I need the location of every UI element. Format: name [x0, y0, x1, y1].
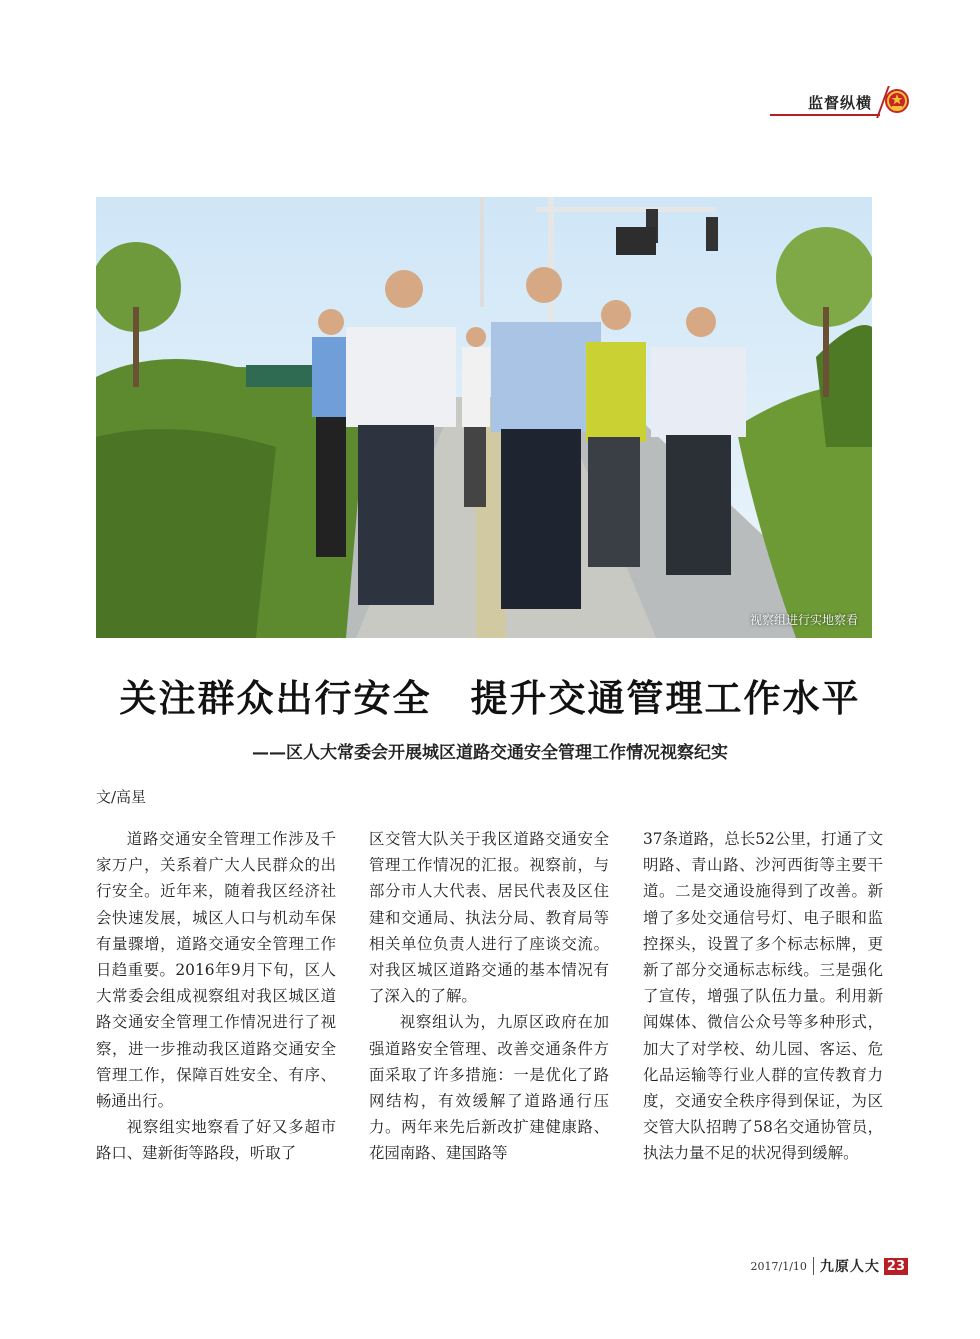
byline: 文/高星 [96, 788, 147, 806]
magazine-name: 九原人大 [819, 1259, 880, 1275]
page-number: 23 [884, 1258, 908, 1275]
page-footer [751, 1255, 909, 1277]
paragraph: 视察组实地察看了好又多超市路口、建新街等路段，听取了 [96, 1118, 336, 1163]
article-title: 关注群众出行安全 提升交通管理工作水平 [119, 676, 861, 720]
article-photo [96, 197, 872, 638]
paragraph: 道路交通安全管理工作涉及千家万户，关系着广大人民群众的出行安全。近年来，随着我区经济社会快速发展，城区人口与机动车保有量骤增，道路交通安全管理工作日趋重要。2016年9月下旬，区人大常委会组成视察组对我区城区道路交通安全管理工作情况进行了视察，进一步推动我区道路交通安全管理工作，保障百姓安全、有序、畅通出行。 [96, 830, 336, 1111]
header-rule [770, 114, 880, 116]
section-header [770, 88, 910, 122]
footer-divider [813, 1257, 814, 1275]
paragraph-continued: 区交管大队关于我区道路交通安全管理工作情况的汇报。视察前，与部分市人大代表、居民代表及区住建和交通局、执法分局、教育局等相关单位负责人进行了座谈交流。对我区城区道路交通的基本情况有了深入的了解。 [369, 830, 609, 1006]
issue-date: 2017/1/10 [750, 1259, 807, 1273]
paragraph-continued: 37条道路，总长52公里，打通了文明路、青山路、沙河西街等主要干道。二是交通设施得到了改善。新增了多处交通信号灯、电子眼和监控探头，设置了多个标志标牌，更新了部分交通标志标线。三是强化了宣传，增强了队伍力量。利用新闻媒体、微信公众号等多种形式，加大了对学校、幼儿园、客运、危化品运输等行业人群的宣传教育力度，交通安全秩序得到保证，为区交管大队招聘了58名交通协管员，执法力量不足的状况得到缓解。 [643, 830, 883, 1163]
paragraph: 视察组认为，九原区政府在加强道路安全管理、改善交通条件方面采取了许多措施：一是优化了路网结构，有效缓解了道路通行压力。两年来先后新改扩建健康路、花园南路、建国路等 [369, 1013, 609, 1163]
text-column-1 [96, 826, 336, 1167]
text-column-3 [643, 826, 883, 1167]
section-label: 监督纵横 [807, 94, 872, 112]
inspection-photo-illustration [96, 197, 872, 638]
text-column-2 [369, 826, 609, 1167]
national-emblem-icon [884, 88, 910, 114]
article-subtitle: ——区人大常委会开展城区道路交通安全管理工作情况视察纪实 [252, 743, 728, 763]
photo-caption: 视察组进行实地察看 [749, 613, 858, 627]
